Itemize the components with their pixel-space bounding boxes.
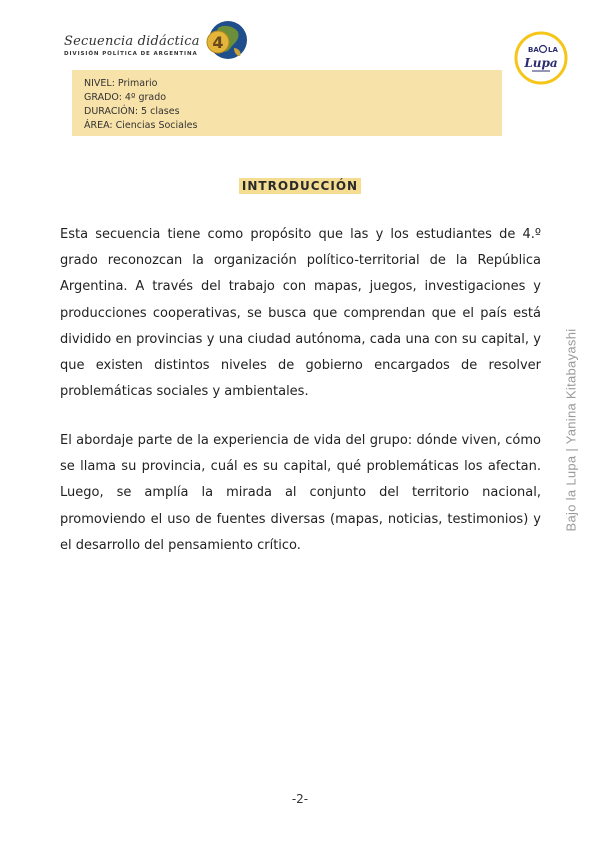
section-title-text: INTRODUCCIÓN: [239, 178, 361, 194]
info-nivel: NIVEL: Primario: [84, 78, 158, 89]
side-credit: Bajo la Lupa | Yanina Kitabayashi: [563, 328, 579, 532]
header-logo: [64, 18, 254, 62]
paragraph-intro: Esta secuencia tiene como propósito que las y los estudiantes de 4.º grado reconozcan la organización político-territorial de la República Argentina. A través del trabajo con mapas, juegos, investigaciones y producciones cooperativas, se busca que comprendan que el país está dividido en provincias y una ciudad autónoma, cada una con su capital, y que existen distintos niveles de gobierno encargados de resolver problemáticas sociales y ambientales.: [60, 227, 541, 400]
brand-line1-left: BA: [528, 46, 539, 54]
info-box: [72, 70, 502, 136]
grade-badge: 4: [212, 33, 224, 52]
brand-line2: Lupa: [524, 56, 558, 70]
brand-logo: [514, 31, 568, 85]
paragraph-approach: El abordaje parte de la experiencia de vida del grupo: dónde viven, cómo se llama su provincia, cuál es su capital, qué problemáticas los afectan. Luego, se amplía la mirada al conjunto del territorio nacional, promoviendo el uso de fuentes diversas (mapas, noticias, testimonios) y el desarrollo del pensamiento crítico.: [60, 433, 541, 553]
globe-icon: [204, 18, 248, 62]
page-number: -2-: [291, 792, 309, 806]
info-duracion: DURACIÓN: 5 clases: [84, 106, 180, 117]
brand-line1-right: LA: [548, 46, 558, 54]
logo-title: Secuencia didáctica: [64, 34, 200, 49]
section-title: [0, 179, 600, 193]
info-grado: GRADO: 4º grado: [84, 92, 167, 103]
info-area: ÁREA: Ciencias Sociales: [84, 120, 198, 131]
logo-subtitle: DIVISIÓN POLÍTICA DE ARGENTINA: [64, 51, 198, 57]
